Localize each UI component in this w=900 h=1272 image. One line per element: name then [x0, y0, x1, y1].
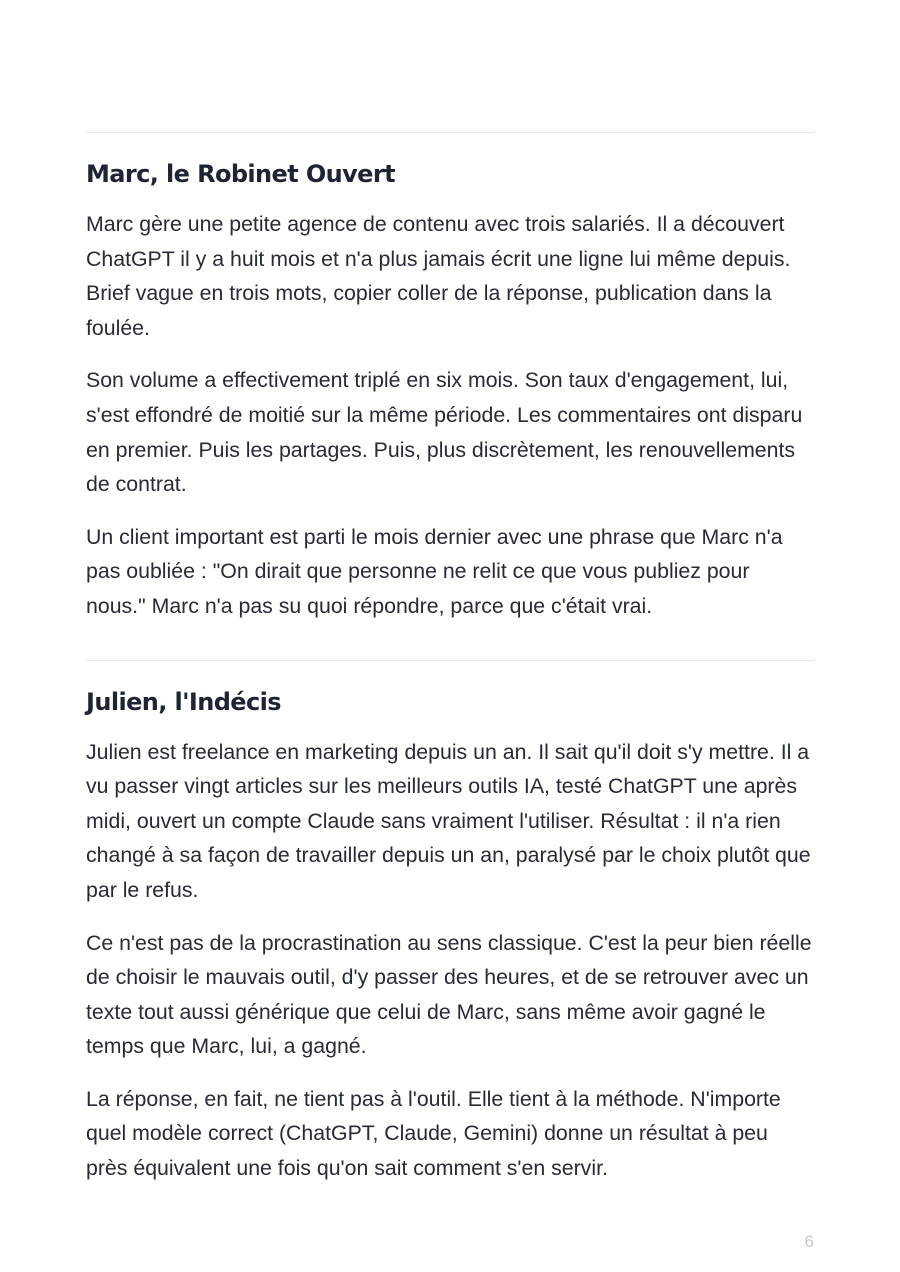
- section-marc: [86, 132, 814, 624]
- section-divider: [86, 660, 814, 661]
- paragraph: Un client important est parti le mois dernier avec une phrase que Marc n'a pas oubliée : "On dirait que personne ne relit ce que vous publiez pour nous." Marc n'a pas su quoi répondre, parce que c'était vrai.: [86, 524, 783, 618]
- paragraph: Son volume a effectivement triplé en six mois. Son taux d'engagement, lui, s'est effondré de moitié sur la même période. Les commentaires ont disparu en premier. Puis les partages. Puis, plus discrètement, les renouvellements de contrat.: [86, 368, 803, 497]
- paragraph: Julien est freelance en marketing depuis un an. Il sait qu'il doit s'y mettre. Il a vu passer vingt articles sur les meilleurs outils IA, testé ChatGPT une après midi, ouvert un compte Claude sans vraiment l'utiliser. Résultat : il n'a rien changé à sa façon de travailler depuis un an, paralysé par le choix plutôt que par le refus.: [86, 739, 811, 902]
- paragraph: Marc gère une petite agence de contenu avec trois salariés. Il a découvert ChatGPT il y a huit mois et n'a plus jamais écrit une ligne lui même depuis. Brief vague en trois mots, copier coller de la réponse, publication dans la foulée.: [86, 212, 791, 340]
- page-number: 6: [804, 1232, 814, 1251]
- section-title: Julien, l'Indécis: [86, 687, 281, 716]
- document-page: [86, 132, 814, 1186]
- section-julien: [86, 660, 814, 1186]
- paragraph: La réponse, en fait, ne tient pas à l'outil. Elle tient à la méthode. N'importe quel modèle correct (ChatGPT, Claude, Gemini) donne un résultat à peu près équivalent une fois qu'on sait comment s'en servir.: [86, 1086, 781, 1181]
- section-title: Marc, le Robinet Ouvert: [86, 160, 395, 188]
- paragraph: Ce n'est pas de la procrastination au sens classique. C'est la peur bien réelle de choisir le mauvais outil, d'y passer des heures, et de se retrouver avec un texte tout aussi générique que celui de Marc, sans même avoir gagné le temps que Marc, lui, a gagné.: [86, 930, 812, 1059]
- section-divider: [86, 132, 814, 133]
